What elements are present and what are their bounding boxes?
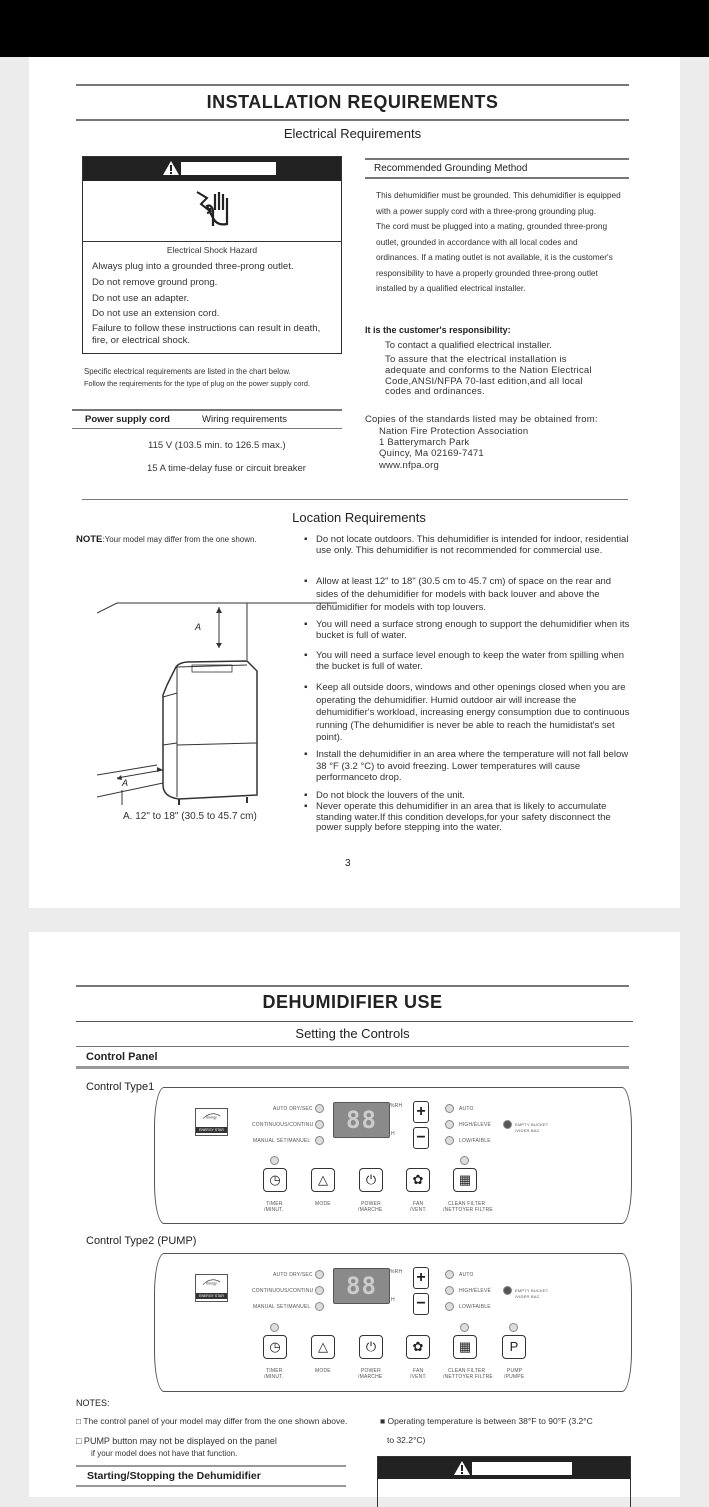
fan-label-high: HIGH/ÉLEVÉ: [459, 1288, 492, 1294]
mode-label-auto-dry: AUTO DRY/SEC: [273, 1272, 313, 1278]
timer-icon: ◷: [269, 1339, 281, 1354]
responsibility-item-1: To contact a qualified electrical installer.: [385, 340, 552, 351]
location-bullet: ▪ Allow at least 12" to 18" (30.5 cm to 45.7 cm) of space on the rear and sides of the dehumidifier for models with back louver and above the dehumidifier for models with top louvers.: [316, 575, 634, 614]
led-continuous: [315, 1286, 324, 1295]
control-panel-heading: Control Panel: [86, 1051, 158, 1063]
note-pump-button-2: if your model does not have that function.: [91, 1449, 238, 1458]
fan-label: FAN: [413, 1201, 424, 1207]
location-bullet: ▪ Keep all outside doors, windows and other openings closed when you are operating the dehumidifier. Humid outdoor air will increase the dehumidifier's workload, increasing energy consumption due to continuous running (The dehumidifier is never be able to reach the humidistat's set point).: [316, 682, 634, 745]
fan-button[interactable]: [406, 1335, 430, 1359]
clean-filter-label: CLEAN FILTER: [448, 1368, 486, 1374]
energy-star-text: ENERGY STAR: [196, 1293, 227, 1299]
address-line: www.nfpa.org: [379, 459, 439, 471]
responsibility-line: codes and ordinances.: [385, 386, 485, 398]
spec-note-2: Follow the requirements for the type of plug on the power supply cord.: [84, 379, 310, 388]
note-text: :Your model may differ from the one shown.: [102, 535, 257, 544]
led-timer: [270, 1323, 279, 1332]
filter-icon: ▦: [458, 1172, 472, 1187]
power-label: POWER: [361, 1368, 381, 1374]
warning-triangle-icon: [453, 1460, 471, 1476]
mode-label-continuous: CONTINUOUS/CONTINU: [252, 1288, 314, 1294]
power-label: POWER: [361, 1201, 381, 1207]
notes-heading: NOTES:: [76, 1398, 110, 1408]
divider: [72, 428, 342, 429]
diagram-caption: A. 12" to 18" (30.5 to 45.7 cm): [123, 811, 257, 822]
warning-line: Do not use an extension cord.: [92, 308, 220, 320]
fan-label-low: LOW/FAIBLE: [459, 1304, 491, 1310]
grounding-text: [376, 188, 636, 297]
energy-star-logo: [195, 1274, 228, 1302]
control-panel-type-1: [154, 1087, 632, 1224]
power-button[interactable]: [359, 1335, 383, 1359]
grounding-line: The cord must be plugged into a mating, grounded three-prong: [376, 221, 608, 231]
warning-line: Do not use an adapter.: [92, 292, 190, 304]
shock-warning-box: [82, 156, 342, 354]
table-col-wiring: Wiring requirements: [202, 414, 287, 425]
led-manual: [315, 1136, 324, 1145]
responsibility-item-2: [385, 355, 592, 398]
led-clean-filter: [460, 1323, 469, 1332]
location-bullet: ▪ Do not locate outdoors. This dehumidifier is intended for indoor, residential use only. This dehumidifier is not recommended for commercial use.: [316, 535, 636, 556]
pump-button[interactable]: [502, 1335, 526, 1359]
note-pump-button: □ PUMP button may not be displayed on the panel: [76, 1436, 277, 1446]
display-unit-rh: %RH: [390, 1269, 403, 1275]
pump-icon: P: [509, 1339, 519, 1354]
grounding-line: This dehumidifier must be grounded. This dehumidifier is equipped: [376, 190, 621, 200]
energy-star-text: ENERGY STAR: [196, 1127, 227, 1133]
power-icon: ⏻: [365, 1339, 377, 1354]
clean-filter-button[interactable]: [453, 1168, 477, 1192]
energy-star-icon: [196, 1275, 227, 1293]
display-unit-h: H: [391, 1131, 395, 1137]
warning-line: fire, or electrical shock.: [92, 335, 191, 347]
display-unit-h: H: [391, 1297, 395, 1303]
svg-text:energy: energy: [206, 1281, 217, 1286]
warning-line: Do not remove ground prong.: [92, 276, 218, 288]
address-line: 1 Batterymarch Park: [379, 437, 470, 449]
svg-text:energy: energy: [206, 1115, 217, 1120]
dehumidifier-clearance-diagram: [97, 585, 337, 810]
manual-page-3: [29, 57, 680, 908]
led-auto-dry: [315, 1104, 324, 1113]
section-subtitle: Electrical Requirements: [283, 126, 422, 141]
table-voltage: 115 V (103.5 min. to 126.5 max.): [148, 440, 286, 451]
page-number: 3: [345, 858, 351, 869]
humidity-display: 88: [333, 1268, 390, 1304]
led-fan-auto: [445, 1270, 454, 1279]
led-fan-high: [445, 1286, 454, 1295]
fan-label-low: LOW/FAIBLE: [459, 1138, 491, 1144]
led-clean-filter: [460, 1156, 469, 1165]
energy-star-logo: [195, 1108, 228, 1136]
timer-label-fr: /MINUT.: [264, 1374, 284, 1380]
divider: [76, 1066, 629, 1069]
table-col-power-cord: Power supply cord: [85, 414, 170, 425]
responsibility-line: To assure that the electrical installation is: [385, 354, 567, 365]
spec-note-1: Specific electrical requirements are listed in the chart below.: [84, 367, 291, 376]
led-empty-bucket: [503, 1286, 512, 1295]
timer-label: TIMER: [266, 1201, 283, 1207]
pump-label-fr: /PUMPE: [504, 1374, 525, 1380]
grounding-line: responsibility to have a properly grounded three-prong outlet: [376, 267, 598, 278]
minus-button[interactable]: −: [413, 1293, 429, 1315]
mode-button[interactable]: [311, 1335, 335, 1359]
power-button[interactable]: [359, 1168, 383, 1192]
led-empty-bucket: [503, 1120, 512, 1129]
location-bullet: ▪ Install the dehumidifier in an area where the temperature will not fall below 38 °F (3.2 °C) to avoid freezing. Lower temperatures will cause performanceto drop.: [316, 749, 634, 784]
warning-line: Failure to follow these instructions can result in death,: [92, 323, 321, 335]
divider: [76, 1465, 346, 1467]
plus-button[interactable]: +: [413, 1267, 429, 1289]
power-icon: ⏻: [365, 1172, 377, 1187]
hazard-title: Electrical Shock Hazard: [166, 245, 258, 255]
fan-label: FAN: [413, 1368, 424, 1374]
note-operating-temp-2: to 32.2°C): [387, 1435, 426, 1445]
clean-filter-button[interactable]: [453, 1335, 477, 1359]
grounding-line: with a power supply cord with a three-prong grounding plug.: [376, 205, 596, 216]
page-title: INSTALLATION REQUIREMENTS: [206, 92, 499, 112]
filter-icon: ▦: [458, 1339, 472, 1354]
warning-header: [83, 157, 341, 181]
grounding-heading: Recommended Grounding Method: [374, 163, 528, 174]
clean-filter-label-fr: /NETTOYER FILTRE: [443, 1207, 493, 1213]
power-label-fr: /MARCHE: [358, 1207, 383, 1213]
control-type-1-label: Control Type1: [86, 1081, 155, 1093]
grounding-line: ordinances. If a mating outlet is not available, it is the customer's: [376, 252, 613, 262]
led-auto-dry: [315, 1270, 324, 1279]
nfpa-address: [379, 426, 528, 471]
note-operating-temp: ■ Operating temperature is between 38°F to 90°F (3.2°C: [380, 1416, 593, 1426]
empty-bucket-label-fr: /VIDER BAC: [515, 1128, 540, 1133]
led-fan-low: [445, 1136, 454, 1145]
clean-filter-label: CLEAN FILTER: [448, 1201, 486, 1207]
grounding-line: outlet, grounded in accordance with all local codes and: [376, 236, 578, 247]
divider: [365, 158, 629, 160]
dimension-label-side: A: [122, 778, 129, 788]
mode-label-manual: MANUAL SET/MANUEL: [253, 1304, 311, 1310]
warning-label-bar: [472, 1462, 572, 1475]
mode-icon: △: [318, 1172, 328, 1187]
warning-line: Always plug into a grounded three-prong outlet.: [92, 261, 294, 272]
address-line: Quincy, Ma 02169-7471: [379, 448, 484, 460]
fan-label-fr: /VENT.: [410, 1207, 427, 1213]
electric-shock-icon: [193, 188, 233, 228]
display-unit-rh: %RH: [390, 1103, 403, 1109]
plus-button[interactable]: +: [413, 1101, 429, 1123]
led-continuous: [315, 1120, 324, 1129]
section-subtitle: Setting the Controls: [295, 1026, 410, 1041]
address-line: Nation Fire Protection Association: [379, 426, 529, 437]
timer-icon: ◷: [269, 1172, 281, 1187]
timer-label: TIMER: [266, 1368, 283, 1374]
location-bullet: ▪ You will need a surface level enough to keep the water from spilling when the bucket is full of water.: [316, 651, 634, 672]
grounding-line: installed by a qualified electrical installer.: [376, 283, 526, 293]
mode-label-continuous: CONTINUOUS/CONTINU: [252, 1122, 314, 1128]
empty-bucket-label: EMPTY BUCKET: [515, 1288, 549, 1293]
mode-label: MODE: [315, 1201, 331, 1207]
divider: [76, 985, 629, 987]
starting-stopping-heading: Starting/Stopping the Dehumidifier: [87, 1470, 261, 1482]
timer-label-fr: /MINUT.: [264, 1207, 284, 1213]
fan-icon: ✿: [412, 1172, 424, 1187]
fan-icon: ✿: [412, 1339, 424, 1354]
table-fuse: 15 A time-delay fuse or circuit breaker: [147, 463, 306, 474]
responsibility-heading: It is the customer's responsibility:: [365, 325, 511, 335]
responsibility-line: adequate and conforms to the Nation Electrical: [385, 364, 592, 376]
minus-button[interactable]: −: [413, 1127, 429, 1149]
divider: [76, 1021, 633, 1022]
led-fan-low: [445, 1302, 454, 1311]
mode-button[interactable]: [311, 1168, 335, 1192]
location-heading: Location Requirements: [292, 510, 426, 525]
timer-button[interactable]: [263, 1168, 287, 1192]
clean-filter-label-fr: /NETTOYER FILTRE: [443, 1374, 493, 1380]
fan-label-fr: /VENT.: [410, 1374, 427, 1380]
led-manual: [315, 1302, 324, 1311]
energy-star-icon: [196, 1109, 227, 1127]
control-type-2-label: Control Type2 (PUMP): [86, 1235, 197, 1247]
divider: [83, 241, 341, 242]
led-fan-auto: [445, 1104, 454, 1113]
copies-intro: Copies of the standards listed may be obtained from:: [365, 414, 598, 425]
divider: [76, 84, 629, 86]
empty-bucket-label: EMPTY BUCKET: [515, 1122, 549, 1127]
divider: [76, 119, 629, 121]
divider: [82, 499, 628, 500]
location-bullet: ▪ Do not block the louvers of the unit.: [316, 791, 634, 802]
mode-label-auto-dry: AUTO DRY/SEC: [273, 1106, 313, 1112]
divider: [365, 177, 629, 179]
fan-label-auto: AUTO: [459, 1272, 474, 1278]
dimension-label-top: A: [195, 622, 202, 632]
fan-label-auto: AUTO: [459, 1106, 474, 1112]
divider: [72, 409, 342, 411]
note-panel-differs: □ The control panel of your model may differ from the one shown above.: [76, 1416, 348, 1426]
timer-button[interactable]: [263, 1335, 287, 1359]
warning-triangle-icon: [162, 160, 180, 176]
location-bullet: ▪ Never operate this dehumidifier in an area that is likely to accumulate standing water.If this condition develops,for your safety disconnect the power supply before stepping into the water.: [316, 802, 634, 834]
fan-label-high: HIGH/ÉLEVÉ: [459, 1122, 492, 1128]
pump-label: PUMP: [507, 1368, 523, 1374]
note-label: NOTE: [76, 534, 103, 545]
responsibility-line: Code,ANSI/NFPA 70-last edition,and all local: [385, 375, 583, 387]
mode-label: MODE: [315, 1368, 331, 1374]
divider: [76, 1485, 346, 1487]
led-timer: [270, 1156, 279, 1165]
location-bullet: ▪ You will need a surface strong enough to support the dehumidifier when its bucket is full of water.: [316, 620, 634, 641]
divider: [76, 1046, 629, 1047]
warning-box: [377, 1456, 631, 1507]
mode-icon: △: [318, 1339, 328, 1354]
warning-header: [378, 1457, 630, 1479]
empty-bucket-label-fr: /VIDER BAC: [515, 1294, 540, 1299]
led-pump: [509, 1323, 518, 1332]
location-note: [76, 534, 257, 545]
humidity-display: 88: [333, 1102, 390, 1138]
power-label-fr: /MARCHE: [358, 1374, 383, 1380]
warning-label-bar: [181, 162, 276, 175]
top-black-bar: [0, 0, 709, 57]
fan-button[interactable]: [406, 1168, 430, 1192]
led-fan-high: [445, 1120, 454, 1129]
control-panel-type-2: [154, 1253, 632, 1392]
page-title: DEHUMIDIFIER USE: [262, 992, 443, 1012]
manual-page-4: [29, 932, 680, 1497]
mode-label-manual: MANUAL SET/MANUEL: [253, 1138, 311, 1144]
warning-lines: [92, 259, 340, 346]
